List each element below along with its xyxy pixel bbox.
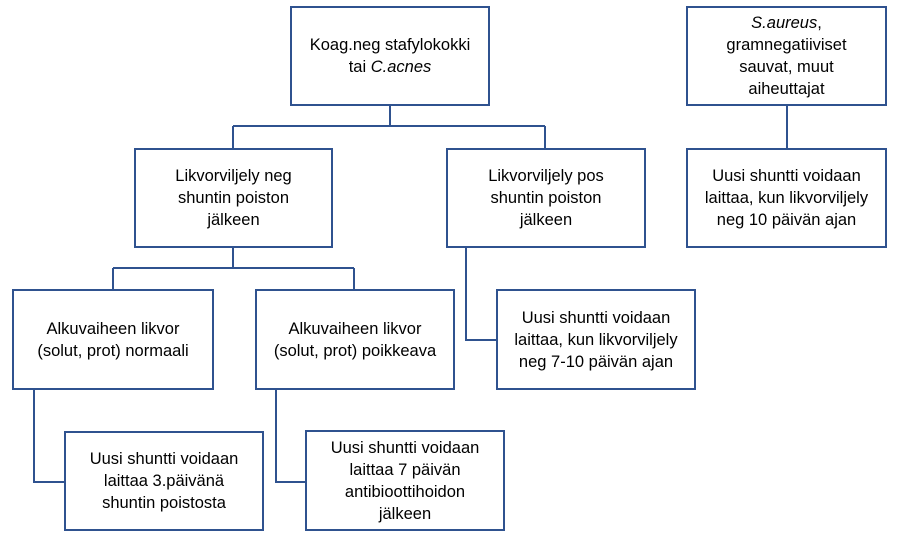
node-new-shunt-7-10days-line-2: laittaa, kun likvorviljely xyxy=(514,330,678,349)
node-csf-pos-line-2: shuntin poiston xyxy=(490,189,602,207)
node-new-shunt-day3-line-2: laittaa 3.päivänä xyxy=(103,472,225,490)
node-new-shunt-7-10days xyxy=(496,289,696,390)
node-csf-pos-line-3: jälkeen xyxy=(519,211,573,229)
node-root-line-2-prefix: tai xyxy=(348,58,371,76)
node-other-pathogens-line-3: sauvat, muut xyxy=(739,58,834,76)
node-new-shunt-day3-line-3: shuntin poistosta xyxy=(102,494,226,512)
node-other-pathogens-italic: S.aureus xyxy=(751,14,818,32)
connector-csfneg-to-children xyxy=(113,247,354,289)
node-initial-normal-line-1: Alkuvaiheen likvor xyxy=(46,319,180,338)
node-new-shunt-7days-line-4: jälkeen xyxy=(378,504,432,523)
node-new-shunt-7-10days-line-3: neg 7-10 päivän ajan xyxy=(518,352,674,371)
node-root-line-2 xyxy=(310,56,471,78)
node-other-pathogens-line-4: aiheuttajat xyxy=(748,80,825,98)
node-initial-abnormal xyxy=(255,289,455,390)
node-root-line-2-italic: C.acnes xyxy=(370,58,432,76)
node-root xyxy=(290,6,490,106)
node-initial-abnormal-line-2: (solut, prot) poikkeava xyxy=(273,341,437,360)
connector-abnormal-to-7days xyxy=(276,389,305,482)
node-other-pathogens xyxy=(686,6,887,106)
node-other-pathogens-line-2: gramnegatiiviset xyxy=(726,36,847,54)
node-new-shunt-7days-line-2: laittaa 7 päivän xyxy=(349,460,461,479)
connector-root-to-children xyxy=(233,105,545,148)
node-other-pathogens-line-1 xyxy=(726,12,846,34)
node-new-shunt-10days xyxy=(686,148,887,248)
node-csf-neg-line-3: jälkeen xyxy=(207,211,260,229)
node-new-shunt-10days-line-3: neg 10 päivän ajan xyxy=(716,211,857,229)
node-new-shunt-7days-line-3: antibioottihoidon xyxy=(344,482,466,501)
node-csf-pos xyxy=(446,148,646,248)
node-initial-normal-line-2: (solut, prot) normaali xyxy=(37,341,189,360)
node-new-shunt-7days-antibiotics xyxy=(305,430,505,531)
node-csf-neg xyxy=(134,148,333,248)
node-new-shunt-7days-line-1: Uusi shuntti voidaan xyxy=(330,438,480,457)
node-new-shunt-7-10days-line-1: Uusi shuntti voidaan xyxy=(521,308,671,327)
node-initial-abnormal-line-1: Alkuvaiheen likvor xyxy=(288,319,422,338)
node-initial-normal xyxy=(12,289,214,390)
node-csf-neg-line-1: Likvorviljely neg xyxy=(175,167,292,185)
connector-normal-to-day3 xyxy=(34,389,64,482)
node-new-shunt-day3 xyxy=(64,431,264,531)
node-csf-neg-line-2: shuntin poiston xyxy=(178,189,289,207)
node-new-shunt-day3-line-1: Uusi shuntti voidaan xyxy=(89,450,239,468)
connector-csfpos-to-7-10days xyxy=(466,247,496,340)
node-csf-pos-line-1: Likvorviljely pos xyxy=(488,167,604,185)
node-new-shunt-10days-line-1: Uusi shuntti voidaan xyxy=(712,167,861,185)
node-new-shunt-10days-line-2: laittaa, kun likvorviljely xyxy=(704,189,869,207)
node-other-pathogens-comma: , xyxy=(817,14,822,32)
node-root-line-1: Koag.neg stafylokokki xyxy=(309,36,471,54)
